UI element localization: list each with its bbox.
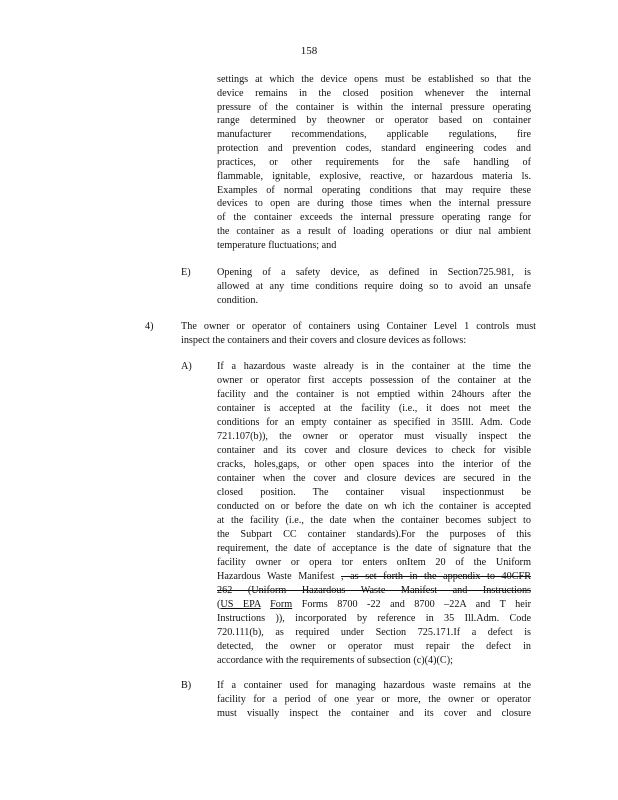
text-line: at the facility (i.e., the date when the container becomes subject to — [217, 515, 531, 526]
text-line: flammable, ignitable, explosive, reactive, or hazardous materia ls. — [217, 171, 531, 182]
text-line: pressure of the container is within the internal pressure operating — [217, 102, 531, 113]
text-line-deleted — [217, 584, 531, 598]
text-line: 721.107(b)), the owner or operator must visually inspect the — [217, 431, 531, 442]
text-line: closed position. The container visual inspectionmust be — [217, 487, 531, 498]
text-line: Instructions )), incorporated by reference in 35 Ill.Adm. Code — [217, 613, 531, 624]
text-line: device remains in the closed position whenever the internal — [217, 88, 531, 99]
text-line: The owner or operator of containers using Container Level 1 controls must — [181, 321, 536, 332]
text-line: If a hazardous waste already is in the container at the time the — [217, 361, 531, 372]
text-line: allowed at any time conditions require doing so to avoid an unsafe — [217, 281, 531, 292]
text-line-with-deletion — [217, 570, 531, 584]
text-line: range determined by theowner or operator based on container — [217, 115, 531, 126]
deleted-text: 262 (Uniform Hazardous Waste Manifest and Instructions — [217, 585, 531, 596]
text-line: the Subpart CC container standards).For the purposes of this — [217, 529, 531, 540]
text-line: practices, or other requirements for the safe handling of — [217, 157, 531, 168]
text-line: must visually inspect the container and its cover and closure — [217, 708, 531, 719]
text-line: Opening of a safety device, as defined in Section725.981, is — [217, 267, 531, 278]
text-line: condition. — [217, 295, 259, 306]
text-line: protection and prevention codes, standard engineering codes and — [217, 143, 531, 154]
text-plain: ( — [217, 599, 221, 610]
text-line: detected, the owner or operator must repair the defect in — [217, 641, 531, 652]
item-marker: B) — [181, 680, 192, 691]
text-plain: Hazardous Waste Manifest — [217, 571, 335, 582]
text-line-with-insertion — [217, 598, 531, 612]
text-line: container and its cover and closure devices to check for visible — [217, 445, 531, 456]
text-line: manufacturer recommendations, applicable regulations, fire — [217, 129, 531, 140]
text-line: 720.111(b), as required under Section 725.171.If a defect is — [217, 627, 531, 638]
inserted-text: Form — [270, 599, 293, 610]
text-line: settings at which the device opens must be established so that the — [217, 74, 531, 85]
item-marker: 4) — [145, 321, 154, 332]
text-line: conducted on or before the date on wh ich the container is accepted — [217, 501, 531, 512]
text-line: container when the cover and closure devices are secured in the — [217, 473, 531, 484]
text-line: inspect the containers and their covers and closure devices as follows: — [181, 335, 467, 346]
text-line: facility owner or opera tor enters onItem 20 of the Uniform — [217, 557, 531, 568]
text-line: temperature fluctuations; and — [217, 240, 337, 251]
item-marker: A) — [181, 361, 192, 372]
text-line: of the container exceeds the internal pressure operating range for — [217, 212, 531, 223]
text-line: owner or operator first accepts possession of the container at the — [217, 375, 531, 386]
text-line: container is accepted at the facility (i.e., it does not meet the — [217, 403, 531, 414]
item-marker: E) — [181, 267, 191, 278]
inserted-text: US EPA — [220, 599, 261, 610]
text-line: facility and the container is not emptied within 24hours after the — [217, 389, 531, 400]
text-line: devices to open are during those times when the internal pressure — [217, 198, 531, 209]
page-number: 158 — [300, 45, 318, 57]
text-line: If a container used for managing hazardous waste remains at the — [217, 680, 531, 691]
text-line: requirement, the date of acceptance is the date of signature that the — [217, 543, 531, 554]
text-plain: Forms 8700 -22 and 8700 –22A and T heir — [301, 599, 532, 610]
text-line: facility for a period of one year or more, the owner or operator — [217, 694, 531, 705]
text-line: Examples of normal operating conditions that may require these — [217, 185, 531, 196]
deleted-text: , as set forth in the appendix to 40CFR — [341, 571, 531, 582]
text-line: accordance with the requirements of subsection (c)(4)(C); — [217, 655, 453, 666]
text-line: the container as a result of loading operations or diur nal ambient — [217, 226, 531, 237]
text-line: conditions for an empty container as specified in 35Ill. Adm. Code — [217, 417, 531, 428]
text-line: cracks, holes,gaps, or other open spaces into the interior of the — [217, 459, 531, 470]
